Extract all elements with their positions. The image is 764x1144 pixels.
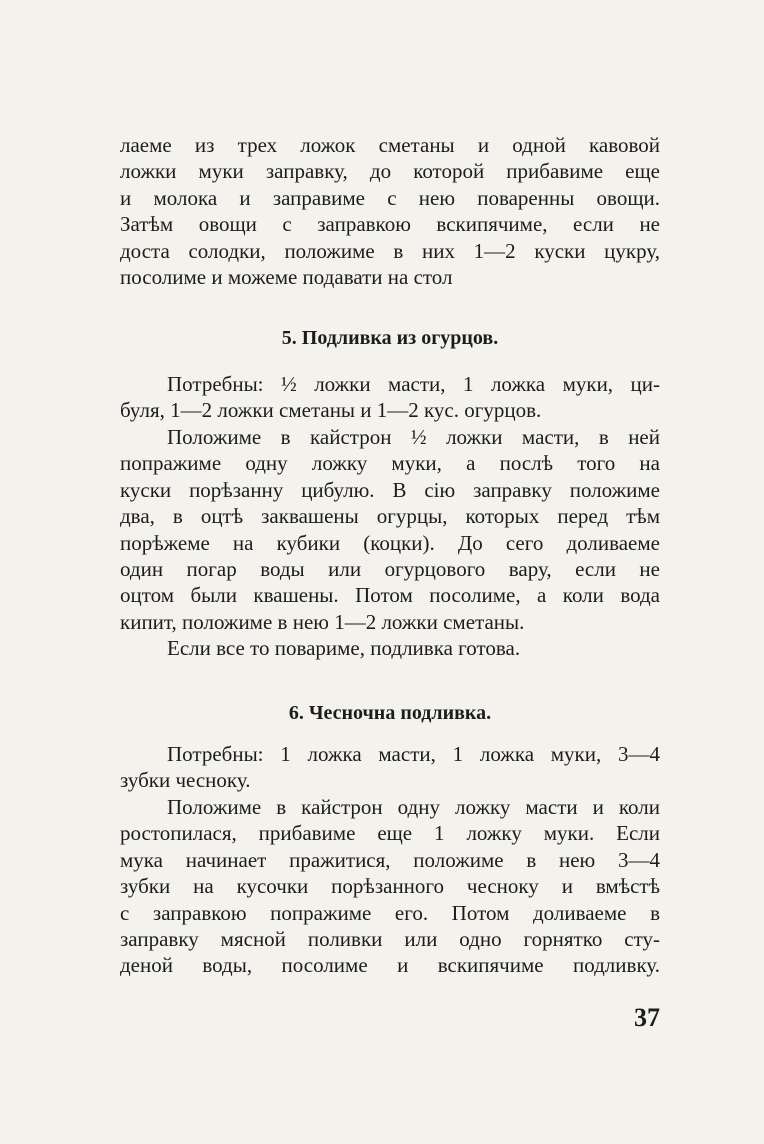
text-line: Затѣм овощи с заправкою вскипячиме, если не [120, 212, 660, 237]
intro-paragraph [120, 132, 660, 290]
text-line: и молока и заправиме с нею поваренны овощи. [120, 185, 660, 210]
text-line: один погар воды или огурцового вару, если не [120, 556, 660, 581]
text-line: кипит, положиме в нею 1—2 ложки сметаны. [120, 609, 525, 634]
text-line: заправку мясной поливки или одно горнятко сту- [120, 926, 660, 951]
text-line: попражиме одну ложку муки, а послѣ того на [120, 451, 660, 476]
section-6-ingredients [120, 741, 660, 794]
page-number: 37 [634, 1003, 660, 1032]
text-line: Потребны: 1 ложка масти, 1 ложка муки, 3—4 [167, 742, 660, 766]
section-6-instructions [120, 794, 660, 979]
section-5-conclusion [120, 635, 660, 661]
text-line: ростопилася, прибавиме еще 1 ложку муки. Если [120, 821, 660, 846]
section-5-instructions [120, 424, 660, 635]
text-line: лаеме из трех ложок сметаны и одной кавовой [120, 133, 660, 157]
text-line: деной воды, посолиме и вскипячиме подливку. [120, 953, 660, 978]
text-line: доста солодки, положиме в них 1—2 куски цукру, [120, 238, 660, 263]
text-line: мука начинает пражитися, положиме в нею 3—4 [120, 847, 660, 872]
text-line: с заправкою попражиме его. Потом доливаеме в [120, 900, 660, 925]
section-5-title: 5. Подливка из огурцов. [281, 327, 499, 349]
text-line: Если все то повариме, подливка готова. [167, 636, 521, 660]
text-line: Потребны: ½ ложки масти, 1 ложка муки, ци- [167, 372, 660, 396]
section-5-ingredients [120, 371, 660, 424]
text-line: посолиме и можеме подавати на стол [120, 264, 453, 289]
text-line: зубки на кусочки порѣзанного чесноку и вмѣстѣ [120, 874, 660, 899]
text-line: ложки муки заправку, до которой прибавиме еще [120, 159, 660, 184]
text-line: оцтом были квашены. Потом посолиме, а коли вода [120, 583, 660, 608]
text-line: буля, 1—2 ложки сметаны и 1—2 кус. огурцов. [120, 398, 542, 423]
text-line: Положиме в кайстрон ½ ложки масти, в ней [167, 425, 660, 449]
text-line: Положиме в кайстрон одну ложку масти и коли [167, 795, 660, 819]
text-line: порѣжеме на кубики (коцки). До сего доливаеме [120, 530, 660, 555]
text-line: зубки чесноку. [120, 768, 251, 793]
text-line: куски порѣзанну цибулю. В сію заправку положиме [120, 477, 660, 502]
text-line: два, в оцтѣ заквашены огурцы, которых перед тѣм [120, 504, 660, 529]
section-6-title: 6. Чесночна подливка. [288, 702, 492, 724]
